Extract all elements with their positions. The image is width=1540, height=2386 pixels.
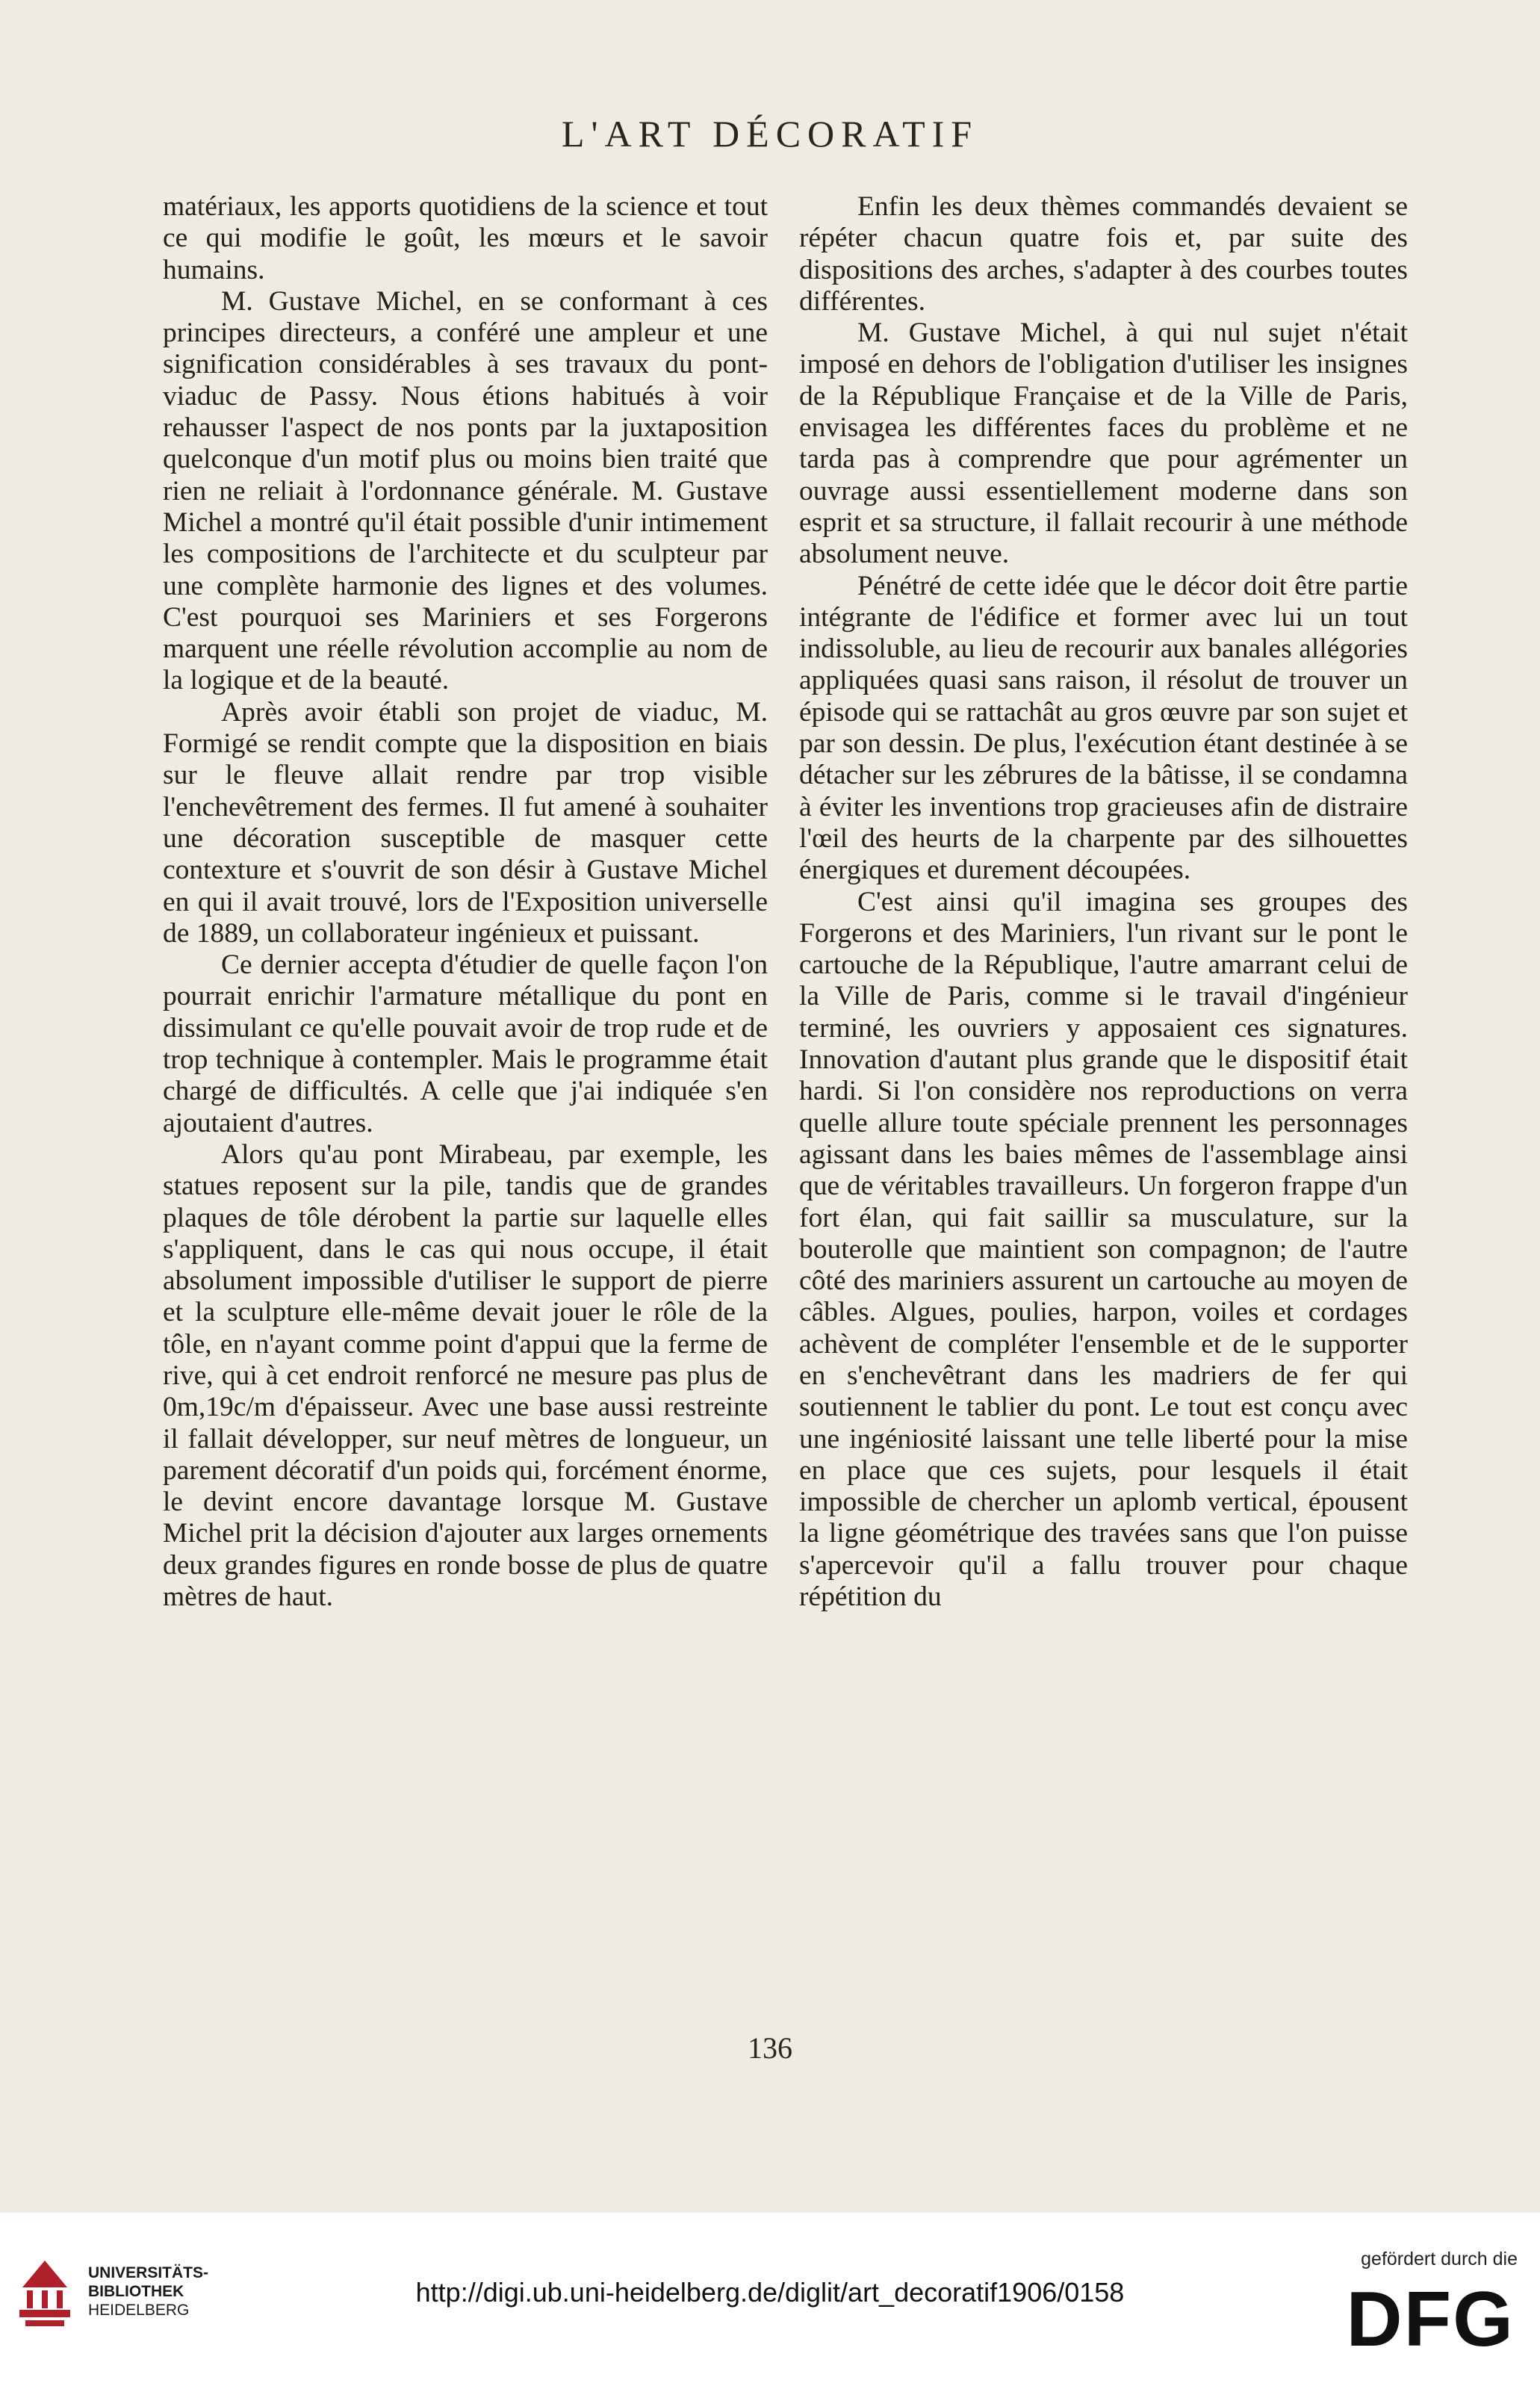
paragraph: Enfin les deux thèmes commandés devaient se répéter chacun quatre fois et, par suite des dispositions des arches, s'adapter à des courbes toutes différentes. [799,191,1408,317]
page-number: 136 [748,2031,792,2065]
paragraph: Alors qu'au pont Mirabeau, par exemple, les statues reposent sur la pile, tandis que de grandes plaques de tôle dérobent la partie sur laquelle elles s'appliquent, dans le cas qui nous occupe, il était absolument impossible d'utiliser le support de pierre et la sculpture elle-même devait jouer le rôle de la tôle, en n'ayant comme point d'appui que la ferme de rive, qui à cet endroit renforcé ne mesure pas plus de 0m,19c/m d'épaisseur. Avec une base aussi restreinte il fallait développer, sur neuf mètres de longueur, un parement décoratif d'un poids qui, forcément énorme, le devint encore davantage lorsque M. Gustave Michel prit la décision d'ajouter aux larges ornements deux grandes figures en ronde bosse de plus de quatre mètres de haut. [163,1138,768,1613]
paragraph: matériaux, les apports quotidiens de la science et tout ce qui modifie le goût, les mœurs et le savoir humains. [163,191,768,285]
paragraph: M. Gustave Michel, en se conformant à ces principes directeurs, a conféré une ampleur et une signification considérables à ses travaux du pont-viaduc de Passy. Nous étions habitués à voir rehausser l'aspect de nos ponts par la juxtaposition quelconque d'un motif plus ou moins bien traité que rien ne reliait à l'ordonnance générale. M. Gustave Michel a montré qu'il était possible d'unir intimement les compositions de l'architecte et du sculpteur par une complète harmonie des lignes et des volumes. C'est pourquoi ses Mariniers et ses Forgerons marquent une réelle révolution accomplie au nom de la logique et de la beauté. [163,285,768,696]
left-text-column [163,191,768,1613]
funder-caption: gefördert durch die [1361,2249,1518,2269]
paragraph: C'est ainsi qu'il imagina ses groupes des Forgerons et des Mariniers, l'un rivant sur le pont le cartouche de la République, l'autre amarrant celui de la Ville de Paris, comme si le travail d'ingénieur terminé, les ouvriers y apposaient ces signatures. Innovation d'autant plus grande que le dispositif était hardi. Si l'on considère nos reproductions on verra quelle allure toute spéciale prennent les personnages agissant dans les baies mêmes de l'assemblage ainsi que de véritables travailleurs. Un forgeron frappe d'un fort élan, qui fait saillir sa musculature, sur la bouterolle que maintient son compagnon; de l'autre côté des mariniers assurent un cartouche au moyen de câbles. Algues, poulies, harpon, voiles et cordages achèvent de compléter l'ensemble et de le supporter en s'enchevêtrant dans les madriers de fer qui soutiennent le tablier du pont. Le tout est conçu avec une ingéniosité laissant une telle liberté pour la mise en place que ces sujets, pour lesquels il était impossible de chercher un aplomb vertical, épousent la ligne géométrique des travées sans que l'on puisse s'apercevoir qu'il a fallu trouver pour chaque répétition du [799,886,1408,1613]
library-name: UNIVERSITÄTS- BIBLIOTHEK HEIDELBERG [88,2264,209,2319]
paragraph: Pénétré de cette idée que le décor doit être partie intégrante de l'édifice et former avec lui un tout indissoluble, au lieu de recourir aux banales allégories appliquées quasi sans raison, il résolut de trouver un épisode qui se rattachât au gros œuvre par son sujet et par son dessin. De plus, l'exécution étant destinée à se détacher sur les zébrures de la bâtisse, il se condamna à éviter les inventions trop gracieuses afin de distraire l'œil des heurts de la charpente par des silhouettes énergiques et durement découpées. [799,570,1408,886]
paragraph: Ce dernier accepta d'étudier de quelle façon l'on pourrait enrichir l'armature métallique du pont en dissimulant ce qu'elle pouvait avoir de trop rude et de trop technique à contempler. Mais le programme était chargé de difficultés. A celle que j'ai indiquée s'en ajoutaient d'autres. [163,949,768,1138]
viewer-footer [0,2213,1540,2386]
paragraph: M. Gustave Michel, à qui nul sujet n'était imposé en dehors de l'obligation d'utiliser les insignes de la République Française et de la Ville de Paris, envisagea les différentes faces du problème et ne tarda pas à comprendre que pour agrémenter un ouvrage aussi essentiellement moderne dans son esprit et sa structure, il fallait recourir à une méthode absolument neuve. [799,317,1408,570]
running-title: L'ART DÉCORATIF [561,113,979,155]
dfg-logo: DFG [1346,2276,1515,2363]
paragraph: Après avoir établi son projet de viaduc, M. Formigé se rendit compte que la disposition en biais sur le fleuve allait rendre par trop visible l'enchevêtrement des fermes. Il fut amené à souhaiter une décoration susceptible de masquer cette contexture et s'ouvrit de son désir à Gustave Michel en qui il avait trouvé, lors de l'Exposition universelle de 1889, un collaborateur ingénieux et puissant. [163,696,768,949]
permalink-url[interactable]: http://digi.ub.uni-heidelberg.de/diglit/art_decoratif1906/0158 [415,2277,1125,2308]
right-text-column [799,191,1408,1613]
